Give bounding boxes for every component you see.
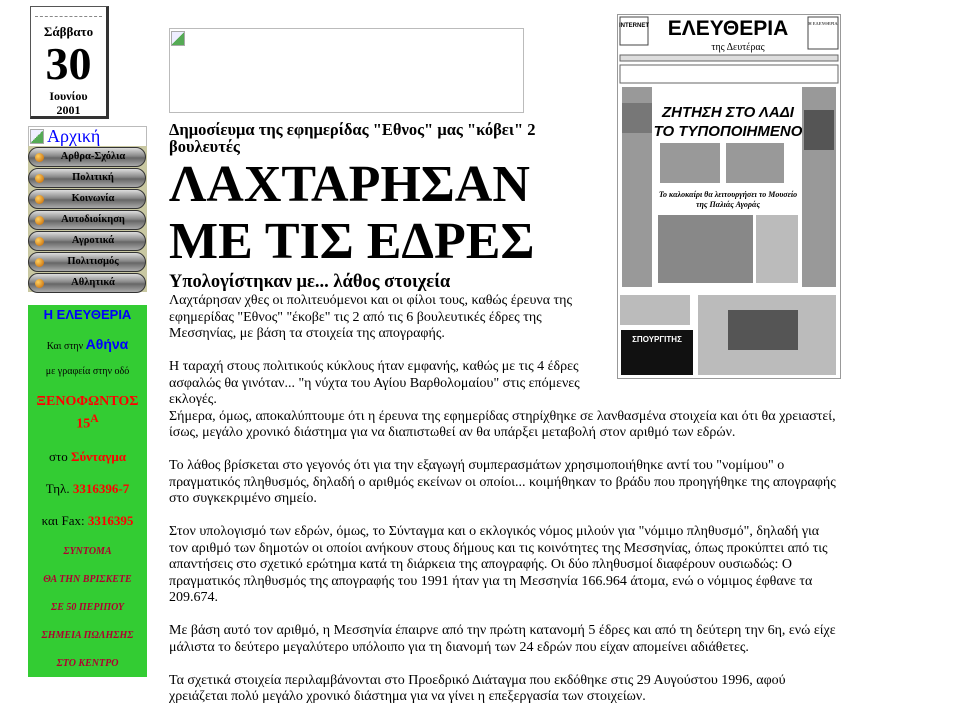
promo-title: Η ΕΛΕΥΘΕΡΙΑ bbox=[43, 307, 132, 322]
bullet-icon bbox=[35, 153, 44, 162]
paragraph: Το λάθος βρίσκεται στο γεγονός ότι για την εξαγωγή συμπερασμάτων χρησιμοποιήθηκε αντί του "νομίμου" ο πραγματικός πληθυσμός, δηλαδή ο αριθμός εκείνων οι οποίοι... κοιμήθηκαν το βράδυ που προηγήθηκε της απογραφής στο συγκεκριμένο σημείο. bbox=[169, 458, 836, 506]
promo-soon-line: ΣΕ 50 ΠΕΡΙΠΟΥ bbox=[51, 601, 124, 613]
date-calendar bbox=[30, 6, 109, 119]
calendar-year: 2001 bbox=[56, 103, 81, 117]
nav-item-society[interactable] bbox=[28, 189, 146, 209]
paragraph: Στον υπολογισμό των εδρών, όμως, το Σύνταγμα και ο εκλογικός νόμος μιλούν για "νόμιμο πληθυσμό", δηλαδή για τον αριθμό των δημοτών οι οποίοι ανήκουν στους δήμους και τις κοινότητες της Μεσσηνίας, όπως προκύπτει από τις απαντήσεις στο σχετικό ερώτημα κατά τη διάρκεια της απογραφής. Οι δύο πληθυσμοί διαφέρουν ουσιωδώς: Ο πραγματικός πληθυσμός της απογραφής του 1991 ήταν για τη Μεσσηνία 166.964 άτομα, ενώ ο νόμιμος έφθανε τα 209.674. bbox=[169, 524, 828, 605]
promo-offices: με γραφεία στην οδό bbox=[45, 366, 130, 377]
promo-text: Και στην bbox=[46, 341, 84, 352]
bullet-icon bbox=[35, 195, 44, 204]
promo-text: Τηλ. bbox=[45, 480, 70, 496]
bullet-icon bbox=[35, 258, 44, 267]
promo-soon-line: ΣΥΝΤΟΜΑ bbox=[63, 545, 112, 557]
ad-title: ΣΠΟΥΡΓΙΤΗΣ bbox=[632, 335, 682, 344]
teaser-strip bbox=[620, 65, 838, 83]
banner-image-placeholder bbox=[169, 28, 524, 113]
article-headline-line-1: ΛΑΧΤΑΡΗΣΑΝ bbox=[169, 156, 530, 213]
article bbox=[169, 121, 841, 722]
home-link[interactable] bbox=[28, 126, 147, 147]
front-badge-left: INTERNET bbox=[619, 23, 649, 29]
masthead-sub: της Δευτέρας bbox=[711, 42, 765, 53]
promo-fax bbox=[28, 513, 147, 529]
nav-label: Αγροτικά bbox=[71, 235, 115, 246]
promo-fax-number: 3316395 bbox=[87, 512, 134, 528]
promo-soon-line: ΣΤΟ ΚΕΝΤΡΟ bbox=[56, 657, 119, 669]
broken-image-icon bbox=[30, 129, 44, 144]
promo-area bbox=[28, 449, 147, 465]
paragraph: Με βάση αυτό τον αριθμό, η Μεσσηνία έπαιρνε από την πρώτη κατανομή 5 έδρες και από τη δεύτερη την 6η, ενώ είχε μάλιστα το δεύτερο μεγαλύτερο υπόλοιπο για τη διανομή των 24 εδρών που είχαν απομείνει αδιάθετες. bbox=[169, 623, 836, 655]
promo-text: στο bbox=[49, 448, 68, 464]
bullet-icon bbox=[35, 237, 44, 246]
info-strip bbox=[620, 55, 838, 61]
nav-item-politics[interactable] bbox=[28, 168, 146, 188]
promo-city: Αθήνα bbox=[85, 336, 129, 352]
promo-area-name: Σύνταγμα bbox=[70, 448, 126, 464]
nav-item-agriculture[interactable] bbox=[28, 231, 146, 251]
promo-address bbox=[28, 393, 147, 433]
bullet-icon bbox=[35, 216, 44, 225]
paragraph-text: Η ταραχή στους πολιτικούς κύκλους ήταν εμφανής, καθώς με τις 4 έδρες ασφαλώς θα γινόταν... "η νύχτα του Αγίου Βαρθολομαίου" στις επόμενες εκλογές. bbox=[169, 359, 580, 407]
article-kicker: Δημοσίευμα της εφημερίδας "Εθνος" μας "κόβει" 2 βουλευτές bbox=[169, 120, 536, 156]
sidebar-nav bbox=[28, 146, 147, 292]
calendar-weekday: Σάββατο bbox=[43, 24, 94, 39]
calendar-day: 30 bbox=[45, 38, 92, 89]
front-badge-box bbox=[620, 17, 648, 45]
promo-phone bbox=[28, 481, 147, 497]
front-badge-right: Η ΕΛΕΥΘΕΡΙΑ bbox=[808, 21, 838, 26]
article-subheading: Υπολογίστηκαν με... λάθος στοιχεία bbox=[169, 272, 451, 292]
promo-text: και Fax: bbox=[41, 512, 85, 528]
second-headline: Το καλοκαίρι θα λειτουργήσει το Μουσείο της Παλιάς Αγοράς bbox=[658, 190, 798, 209]
promo-soon-line: ΣΗΜΕΙΑ ΠΩΛΗΣΗΣ bbox=[41, 629, 134, 641]
athens-office-promo bbox=[28, 305, 147, 677]
nav-label: Πολιτισμός bbox=[67, 256, 119, 267]
promo-number: 15 bbox=[76, 416, 91, 432]
masthead-logo: ΕΛΕΥΘΕΡΙΑ bbox=[667, 17, 789, 40]
lead-headline-1: ΖΗΤΗΣΗ ΣΤΟ ΛΑΔΙ bbox=[662, 104, 794, 121]
promo-athens bbox=[28, 336, 147, 352]
home-link-label: Αρχική bbox=[47, 126, 101, 146]
calendar-month: Ιουνίου bbox=[49, 89, 88, 103]
article-headline-line-2: ΜΕ ΤΙΣ ΕΔΡΕΣ bbox=[169, 213, 535, 270]
paragraph: Λαχτάρησαν χθες οι πολιτευόμενοι και οι φίλοι τους, καθώς έρευνα της εφημερίδας "Εθνος" "έκοβε" τις 2 από τις 6 βουλευτικές έδρες της Μεσσηνίας, με βάση τα στοιχεία της απογραφής. bbox=[169, 293, 573, 341]
bullet-icon bbox=[35, 279, 44, 288]
nav-item-local-government[interactable] bbox=[28, 210, 146, 230]
lead-headline-2: ΤΟ ΤΥΠΟΠΟΙΗΜΕΝΟ bbox=[653, 123, 803, 140]
nav-item-articles[interactable] bbox=[28, 147, 146, 167]
nav-label: Κοινωνία bbox=[71, 193, 115, 204]
article-body bbox=[169, 293, 841, 706]
broken-image-icon bbox=[171, 31, 185, 46]
nav-item-culture[interactable] bbox=[28, 252, 146, 272]
paragraph: Τα σχετικά στοιχεία περιλαμβάνονται στο Προεδρικό Διάταγμα που εκδόθηκε στις 29 Αυγούστου 1996, αφού χρειάζεται πολύ μεγάλο χρονικό διάστημα για να γίνει η επεξεργασία των στοιχείων. bbox=[169, 672, 786, 704]
promo-phone-number: 3316396-7 bbox=[72, 480, 130, 496]
nav-label: Αθλητικά bbox=[71, 277, 115, 288]
paragraph-text: Σήμερα, όμως, αποκαλύπτουμε ότι η έρευνα της εφημερίδας στηρίχθηκε σε λανθασμένα στοιχεία και ότι θα χρειαστεί, ίσως, μεγάλο χρονικό διάστημα για να διαπιστωθεί αν θα υπάρξει μεταβολή στον αριθμό των εδρών. bbox=[169, 408, 836, 440]
nav-label: Πολιτική bbox=[72, 172, 114, 183]
nav-label: Αρθρα-Σχόλια bbox=[60, 151, 126, 162]
nav-item-sports[interactable] bbox=[28, 273, 146, 293]
promo-soon-line: ΘΑ ΤΗΝ ΒΡΙΣΚΕΤΕ bbox=[43, 573, 132, 585]
promo-street: ΞΕΝΟΦΩΝΤΟΣ bbox=[36, 394, 139, 409]
nav-label: Αυτοδιοίκηση bbox=[61, 214, 125, 225]
promo-number-sup: Α bbox=[90, 412, 99, 425]
bullet-icon bbox=[35, 174, 44, 183]
calendar-rings bbox=[35, 9, 102, 17]
